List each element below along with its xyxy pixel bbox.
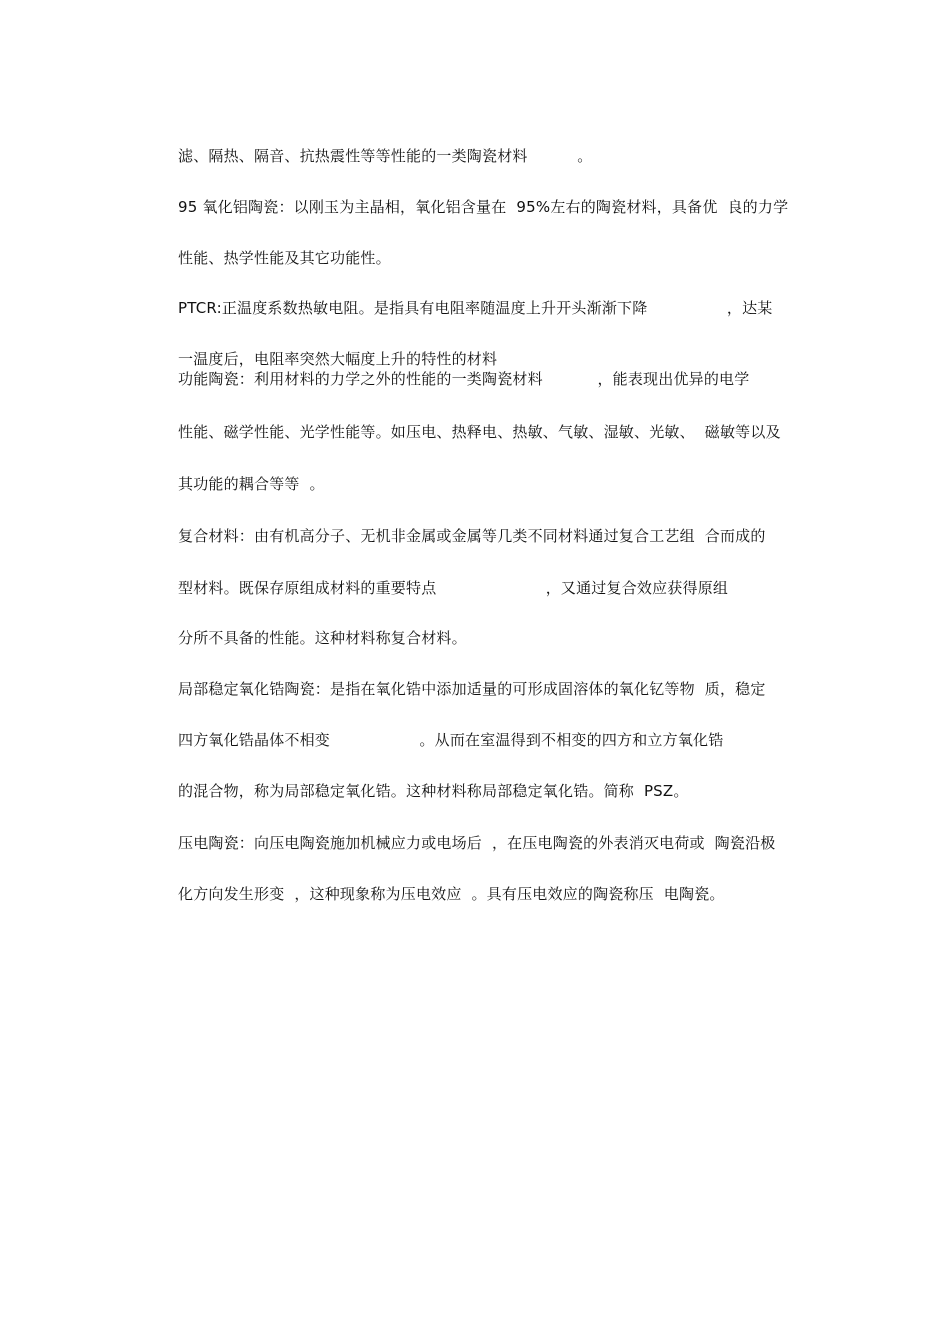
text-line: 化方向发生形变 ，这种现象称为压电效应 。具有压电效应的陶瓷称压 电陶瓷。: [178, 885, 725, 903]
text-line: PTCR:正温度系数热敏电阻。是指具有电阻率随温度上升开头渐渐下降 ，达某: [178, 299, 773, 317]
text-line: 95 氧化铝陶瓷：以刚玉为主晶相，氧化铝含量在 95%左右的陶瓷材料，具备优 良的力学: [178, 198, 789, 216]
text-line: 分所不具备的性能。这种材料称复合材料。: [178, 629, 467, 647]
text-line: 性能、磁学性能、光学性能等。如压电、热释电、热敏、气敏、湿敏、光敏、 磁敏等以及: [178, 423, 781, 441]
text-line: 功能陶瓷：利用材料的力学之外的性能的一类陶瓷材料 ，能表现出优异的电学: [178, 370, 750, 388]
text-line: 滤、隔热、隔音、抗热震性等等性能的一类陶瓷材料 。: [178, 147, 593, 165]
text-line: 型材料。既保存原组成材料的重要特点 ，又通过复合效应获得原组: [178, 579, 729, 597]
text-line: 局部稳定氧化锆陶瓷：是指在氧化锆中添加适量的可形成固溶体的氧化钇等物 质，稳定: [178, 680, 766, 698]
text-line: 复合材料：由有机高分子、无机非金属或金属等几类不同材料通过复合工艺组 合而成的: [178, 527, 766, 545]
text-line: 压电陶瓷：向压电陶瓷施加机械应力或电场后 ，在压电陶瓷的外表消灭电荷或 陶瓷沿极: [178, 834, 776, 852]
text-line: 性能、热学性能及其它功能性。: [178, 249, 391, 267]
text-line: 其功能的耦合等等 。: [178, 475, 325, 493]
text-line: 的混合物，称为局部稳定氧化锆。这种材料称局部稳定氧化锆。简称 PSZ。: [178, 782, 689, 800]
text-line: 四方氧化锆晶体不相变 。从而在室温得到不相变的四方和立方氧化锆: [178, 731, 724, 749]
text-line: 一温度后，电阻率突然大幅度上升的特性的材料: [178, 350, 498, 368]
